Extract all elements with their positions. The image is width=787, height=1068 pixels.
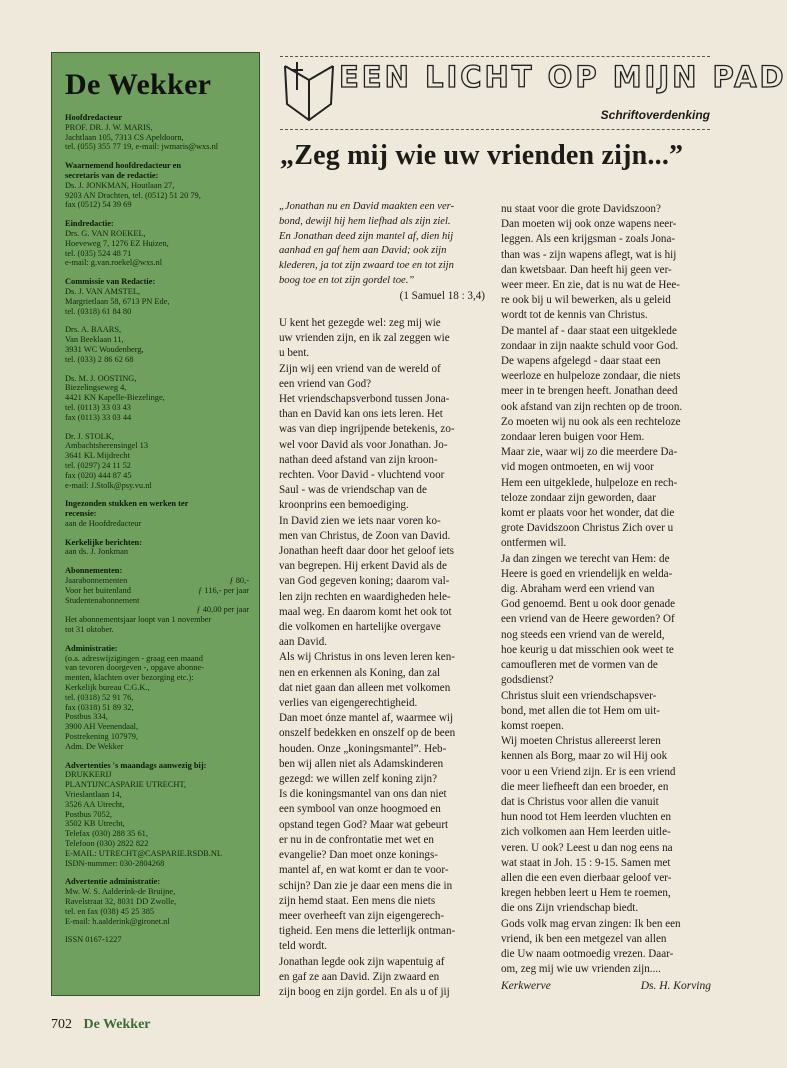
text-line: Maar zie, waar wij zo die meerdere Da- — [501, 446, 678, 459]
colophon-section — [65, 538, 249, 558]
footer-title: De Wekker — [83, 1017, 151, 1032]
price-label: Jaarabonnementen — [65, 576, 128, 586]
text-line: hun nood tot Hem leerden vluchten en — [501, 811, 672, 824]
text-line: komt er plaats voor het wonder, dat die — [501, 507, 675, 520]
text-line: verlies van eigengerechtigheid. — [279, 697, 418, 710]
quote-line: „Jonathan nu en David maakten een ver- — [279, 201, 455, 212]
text-line: maal weg. En daarom komt het ook tot — [279, 605, 452, 618]
colophon-line: Ds. J. VAN AMSTEL, — [65, 286, 141, 296]
text-line: Is die koningsmantel van ons dan niet — [279, 788, 447, 801]
colophon-line: Ravelstraat 32, 8031 DD Zwolle, — [65, 896, 177, 906]
colophon-line: Biezelingseweg 4, — [65, 383, 127, 393]
author-place: Kerkwerve — [501, 980, 551, 992]
section-heading: Ingezonden stukken en werken ter — [65, 499, 189, 509]
colophon-line: Margrietlaan 58, 6713 PN Ede, — [65, 296, 170, 306]
colophon-section — [65, 277, 249, 316]
text-line: u bent. — [279, 347, 310, 360]
text-line: zich volkomen aan Hem leerden uitle- — [501, 826, 671, 839]
colophon-line: e-mail: g.van.roekel@wxs.nl — [65, 258, 163, 268]
text-line: evangelie? Dan moet onze konings- — [279, 849, 438, 862]
colophon-section — [65, 113, 249, 152]
text-line: meer in te brengen heeft. Jonathan deed — [501, 385, 678, 398]
article-headline: „Zeg mij wie uw vrienden zijn...” — [280, 140, 684, 171]
colophon-line: aan de Hoofdredacteur — [65, 518, 142, 528]
text-line: van begrepen. Hij erkent David als de — [279, 560, 447, 573]
page-number: 702 — [51, 1017, 72, 1032]
text-line: weer meer. En zie, dat is nu wat de Hee- — [501, 279, 680, 292]
colophon-line: aan ds. J. Jonkman — [65, 547, 129, 557]
text-line: kennen als Borg, maar zo wil Hij ook — [501, 750, 668, 763]
text-line: ook afstand van zijn rechten op de troon. — [501, 400, 683, 413]
text-line: re ook bij u wil bewerken, als u geleid — [501, 294, 671, 307]
text-line: was van diep ingrijpende betekenis, zo- — [279, 423, 455, 436]
price-value: ƒ 116,- per jaar — [198, 585, 249, 595]
text-line: vid mogen ontmoeten, en wij voor — [501, 461, 654, 474]
text-line: die volkomen en hartelijke overgave — [279, 621, 441, 634]
colophon-line: E-MAIL: UTRECHT@CASPARIE.RSDB.NL — [65, 848, 223, 858]
text-line: Heere is goed en vriendelijk en welda- — [501, 567, 673, 580]
colophon-section — [65, 325, 249, 364]
colophon-line: tel. (033) 2 86 62 68 — [65, 354, 134, 364]
colophon-line: ISDN-nummer: 030-2804268 — [65, 858, 165, 868]
text-line: teld wordt. — [279, 940, 328, 953]
text-line: gezegd: we willen zelf koning zijn? — [279, 773, 438, 786]
price-row — [65, 596, 249, 606]
text-line: rechten. Voor David - vluchtend voor — [279, 469, 445, 482]
colophon-line: Drs. G. VAN ROEKEL, — [65, 228, 146, 238]
text-line: dat is Christus voor allen die vanuit — [501, 795, 659, 808]
colophon-line: tel. (0113) 33 03 43 — [65, 402, 131, 412]
text-line: zondaar leren buigen voor Hem. — [501, 431, 645, 444]
price-label: Voor het buitenland — [65, 585, 131, 595]
text-line: godsdienst? — [501, 674, 554, 687]
quote-line: En Jonathan deed zijn mantel af, dien hij — [279, 230, 454, 242]
colophon-line: 9203 AN Drachten, tel. (0512) 51 20 79, — [65, 190, 201, 200]
text-line: leggen. Als een krijgsman - zoals Jona- — [501, 233, 676, 246]
text-line: Jonathan legde ook zijn wapentuig af — [279, 955, 445, 968]
colophon-line: Postrekening 107979, — [65, 732, 139, 742]
text-line: nog steeds een vriend van de wereld, — [501, 628, 665, 641]
text-line: camoufleren met de vormen van de — [501, 659, 658, 672]
colophon-line: 3931 WC Woudenberg, — [65, 344, 144, 354]
section-heading: Kerkelijke berichten: — [65, 537, 142, 547]
colophon-line: e-mail: J.Stolk@psy.vu.nl — [65, 480, 152, 490]
text-line: De mantel af - daar staat een uitgeklede — [501, 324, 677, 337]
colophon-line: Drs. A. BAARS, — [65, 325, 122, 335]
colophon-section — [65, 877, 249, 926]
text-line: Dan moeten wij ook onze wapens neer- — [501, 218, 677, 231]
text-line: zondaar in zijn naakte schuld voor God. — [501, 339, 679, 352]
colophon-section — [65, 499, 249, 528]
text-line: houden. Onze „koningsmantel”. Heb- — [279, 742, 447, 755]
text-line: Saul - was de vriendschap van de — [279, 484, 427, 497]
text-line: Gods volk mag ervan zingen: Ik ben een — [501, 917, 681, 930]
colophon-sidebar — [51, 52, 260, 996]
rubric-banner: EEN LICHT OP MIJN PAD — [339, 60, 787, 94]
colophon-section — [65, 432, 249, 491]
text-line: nathan deed afstand van zijn kroon- — [279, 453, 438, 466]
colophon-line: tel. (035) 524 48 71 — [65, 248, 132, 258]
colophon-line: tel. (0297) 24 11 52 — [65, 460, 131, 470]
colophon-sections — [65, 113, 249, 557]
text-line: God genoemd. Bent u ook door genade — [501, 598, 676, 611]
text-line: In David zien we iets naar voren ko- — [279, 514, 441, 527]
colophon-section — [65, 644, 249, 752]
text-line: tigheid. Een mens die letterlijk ontman- — [279, 925, 456, 938]
text-line: kroonprins een bemoediging. — [279, 499, 409, 512]
colophon-section — [65, 374, 249, 423]
text-line: meer overheeft van zijn eigengerech- — [279, 909, 445, 922]
colophon-line: Jachtlaan 105, 7313 CS Apeldoorn, — [65, 132, 184, 142]
colophon-line: menten, klachten over bezorging etc.): — [65, 673, 194, 683]
author-name: Ds. H. Korving — [640, 980, 711, 992]
colophon-line: ISSN 0167-1227 — [65, 935, 122, 945]
text-line: teloze zondaar zijn geworden, daar — [501, 491, 656, 504]
section-heading: recensie: — [65, 509, 97, 519]
colophon-section — [65, 761, 249, 869]
colophon-line: PLANTIJNCASPARIE UTRECHT, — [65, 780, 186, 790]
text-line: than en David kan ons iets leren. Het — [279, 408, 443, 421]
colophon-line: tel. (0318) 61 84 80 — [65, 306, 132, 316]
colophon-line: tel. (055) 355 77 19, e-mail: jwmaris@wxs.nl — [65, 142, 219, 152]
text-line: die Uw naam ootmoedig vrezen. Daar- — [501, 947, 674, 960]
section-heading: Eindredactie: — [65, 219, 114, 229]
colophon-line: Ambachtsherensingel 13 — [65, 441, 149, 451]
text-line: uw vrienden zijn, en ik zal zeggen wie — [279, 332, 450, 345]
colophon-line: Vrieslantlaan 14, — [65, 790, 122, 800]
text-line: dat niet gaan dan alleen met volkomen — [279, 681, 451, 694]
magazine-title: De Wekker — [65, 68, 212, 101]
colophon-line: Ds. M. J. OOSTING, — [65, 373, 137, 383]
text-line: onszelf bedekken en onszelf op de been — [279, 727, 456, 740]
colophon-line: Postbus 334, — [65, 712, 108, 722]
text-line: Wij moeten Christus allereerst leren — [501, 735, 661, 748]
text-line: De wapens afgelegd - daar staat een — [501, 355, 661, 368]
text-line: len zijn rechten en waardigheden hele- — [279, 590, 451, 603]
colophon-line: Telefoon (030) 2822 822 — [65, 839, 149, 848]
text-line: nen en erkennen als Koning, dan zal — [279, 666, 441, 679]
text-line: van God gegeven koning; daarom val- — [279, 575, 450, 588]
colophon-section — [65, 935, 249, 945]
quote-line: aanhad en gaf hem aan David; ook zijn — [279, 245, 447, 257]
text-line: allen die een even dierbaar geloof ver- — [501, 871, 672, 884]
colophon-line: Ds. J. JONKMAN, Houtlaan 27, — [65, 180, 175, 190]
text-line: komst roepen. — [501, 719, 564, 732]
colophon-line: fax (0113) 33 03 44 — [65, 412, 132, 422]
colophon-line: tel. en fax (038) 45 25 385 — [65, 906, 155, 916]
section-heading: Waarnemend hoofdredacteur en — [65, 161, 182, 171]
text-line: opstand tegen God? Maar wat gebeurt — [279, 818, 449, 831]
header-top-rule — [280, 56, 710, 57]
text-line: than was - zijn wapens aflegt, wat is hij — [501, 248, 677, 261]
bible-quote — [279, 200, 485, 289]
text-line: weerloze en hulpeloze zondaar, die niets — [501, 370, 681, 383]
colophon-line: Kerkelijk bureau C.G.K., — [65, 683, 150, 693]
colophon-line: 3502 KB Utrecht, — [65, 819, 125, 829]
section-heading: Abonnementen: — [65, 566, 123, 576]
text-line: hoe keurig u dat misschien ook weet te — [501, 643, 674, 656]
colophon-line: Postbus 7052, — [65, 809, 113, 819]
colophon-line: Telefax (030) 288 35 61, — [65, 829, 148, 839]
colophon-line: van tevoren doorgeven -, opgave abonne- — [65, 663, 204, 673]
text-line: men van Christus, de Zoon van David. — [279, 529, 451, 542]
student-price: ƒ 40,00 per jaar — [196, 605, 249, 615]
text-line: grote Davidszoon Christus Zich over u — [501, 522, 674, 535]
category-label: Schriftoverdenking — [600, 108, 710, 122]
colophon-line: fax (0512) 54 39 69 — [65, 200, 132, 210]
text-line: dan kwetsbaar. Dan heeft hij geen ver- — [501, 263, 672, 276]
text-line: Het vriendschapsverbond tussen Jona- — [279, 393, 450, 405]
colophon-line: Dr. J. STOLK, — [65, 431, 114, 441]
text-line: Als wij Christus in ons leven leren ken- — [279, 651, 455, 664]
colophon-line: fax (0318) 51 89 32, — [65, 702, 134, 712]
colophon-line: Adm. De Wekker — [65, 741, 124, 751]
article-column-1 — [279, 200, 485, 1000]
text-line: schijn? Dan zie je daar een mens die in — [279, 879, 453, 892]
colophon-line: 4421 KN Kapelle-Biezelinge, — [65, 393, 165, 403]
text-line: zijn boog en zijn gordel. En als u of jij — [279, 985, 450, 998]
text-line: die meer liefheeft dan een broeder, en — [501, 780, 669, 793]
subscriptions-section — [65, 566, 249, 635]
text-line: nu staat voor die grote Davidszoon? — [501, 203, 661, 215]
text-line: een symbool van onze hoogmoed en — [279, 803, 441, 816]
text-line: Christus sluit een vriendschapsver- — [501, 689, 657, 702]
text-line: mantel af, en wat komt er dan te voor- — [279, 864, 449, 877]
text-line: dig. Abraham werd een vriend van — [501, 583, 655, 596]
section-heading: Administratie: — [65, 643, 118, 653]
colophon-line: Van Beeklaan 11, — [65, 335, 124, 345]
page-footer — [51, 1017, 151, 1033]
colophon-line: E-mail: h.aalderink@gironet.nl — [65, 916, 170, 926]
colophon-line: Hoeveweg 7, 1276 EZ Huizen, — [65, 238, 169, 248]
text-line: voor u een Vriend zijn. Er is een vriend — [501, 765, 676, 778]
colophon-line: DRUKKERIJ — [65, 770, 112, 780]
column-1-body — [279, 316, 485, 1000]
colophon-line: PROF. DR. J. W. MARIS, — [65, 122, 153, 132]
colophon-line: tel. (0318) 52 91 76, — [65, 692, 134, 702]
text-line: aan David. — [279, 636, 328, 649]
quote-line: bond, dewijl hij hem liefhad als zijn ziel. — [279, 215, 451, 227]
section-heading: Commissie van Redactie: — [65, 277, 156, 287]
colophon-line: 3526 AA Utrecht, — [65, 799, 125, 809]
text-line: ben wij allen niet als Adamskinderen — [279, 757, 444, 770]
colophon-line: 3641 KL Mijdrecht — [65, 451, 130, 461]
colophon-sections-2 — [65, 644, 249, 945]
price-label: Studentenabonnement — [65, 595, 140, 605]
section-heading: Advertentie administratie: — [65, 877, 161, 887]
price-value: ƒ 80,- — [229, 576, 249, 586]
text-line: U kent het gezegde wel: zeg mij wie — [279, 316, 441, 329]
quote-line: boog toe en tot zijn gordel toe.” — [279, 274, 415, 286]
article-column-2 — [501, 202, 707, 977]
header-bottom-rule — [280, 129, 710, 130]
text-line: vriend, ik ben een metgezel van allen — [501, 932, 667, 945]
text-line: om, zeg mij wie uw vrienden zijn.... — [501, 963, 661, 976]
text-line: zijn hemd staat. Een mens die niets — [279, 894, 436, 907]
text-line: er nu in de confrontatie met wet en — [279, 833, 434, 846]
text-line: een vriend van de Heere geworden? Of — [501, 613, 675, 626]
text-line: wat staat in Joh. 15 : 9-15. Samen met — [501, 856, 671, 869]
subscription-note: tot 31 oktober. — [65, 625, 114, 635]
subscription-note: Het abonnementsjaar loopt van 1 november — [65, 615, 212, 625]
colophon-line: 3900 AH Veenendaal, — [65, 722, 139, 732]
text-line: bond, met allen die tot Hem om uit- — [501, 704, 660, 717]
section-heading: Advertenties 's maandags aanwezig bij: — [65, 760, 207, 770]
text-line: wel voor David als voor Jonathan. Jo- — [279, 438, 448, 451]
section-heading: Hoofdredacteur — [65, 113, 123, 122]
text-line: Zijn wij een vriend van de wereld of — [279, 362, 441, 375]
colophon-section — [65, 219, 249, 268]
text-line: en gaf ze aan David. Zijn zwaard en — [279, 970, 440, 983]
open-book-icon — [283, 60, 335, 126]
colophon-line: fax (020) 444 87 45 — [65, 470, 132, 480]
section-heading: secretaris van de redactie: — [65, 170, 159, 180]
text-line: ontfermen wil. — [501, 537, 567, 550]
colophon-line: Mw. W. S. Aalderink-de Bruijne, — [65, 887, 176, 897]
price-row — [65, 586, 249, 596]
price-row — [65, 576, 249, 586]
text-line: een vriend van God? — [279, 377, 372, 390]
text-line: Dan moet ónze mantel af, waarmee wij — [279, 712, 454, 725]
text-line: Hem een uitgeklede, hulpeloze en rech- — [501, 476, 678, 489]
quote-line: klederen, ja tot zijn zwaard toe en tot zijn — [279, 260, 454, 272]
signature — [501, 980, 711, 992]
quote-reference: (1 Samuel 18 : 3,4) — [399, 289, 485, 302]
text-line: kregen hebben leert u Hem te roemen, — [501, 887, 671, 900]
text-line: Zo moeten wij nu ook als een rechteloze — [501, 415, 681, 428]
text-line: die ons Zijn vriendschap biedt. — [501, 902, 639, 915]
text-line: veren. U ook? Leest u dan nog eens na — [501, 841, 673, 854]
colophon-line: (o.a. adreswijzigingen - graag een maand — [65, 653, 203, 663]
text-line: Jonathan heeft daar door het geloof iets — [279, 545, 454, 558]
text-line: wordt tot de kennis van Christus. — [501, 309, 648, 322]
colophon-section — [65, 161, 249, 210]
text-line: Ja dan zingen we terecht van Hem: de — [501, 552, 670, 565]
